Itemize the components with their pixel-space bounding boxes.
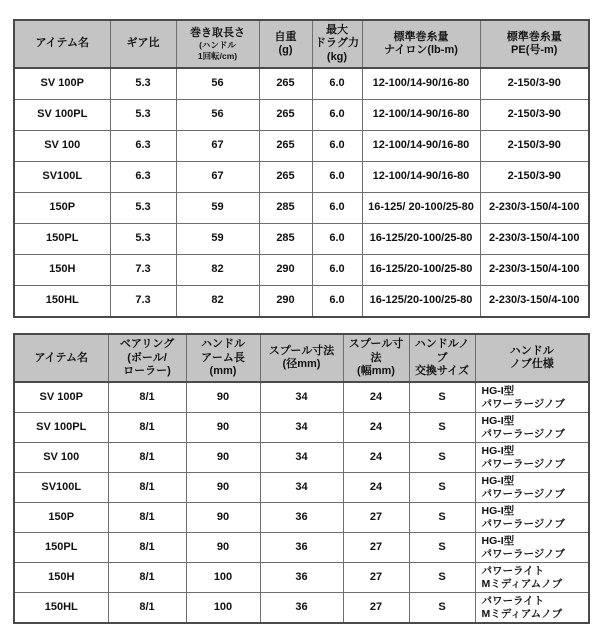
item-name-cell: SV 100 bbox=[14, 131, 110, 162]
value-cell: 8/1 bbox=[108, 503, 186, 533]
item-name-cell: SV 100PL bbox=[14, 100, 110, 131]
value-cell: 8/1 bbox=[108, 593, 186, 624]
value-cell: S bbox=[409, 473, 475, 503]
value-cell: 90 bbox=[186, 503, 260, 533]
value-cell: HG-I型 パワーラージノブ bbox=[475, 413, 589, 443]
table-row bbox=[14, 382, 589, 413]
value-cell: 7.3 bbox=[110, 286, 176, 318]
value-cell: 2-150/3-90 bbox=[480, 68, 589, 100]
value-cell: 8/1 bbox=[108, 443, 186, 473]
value-cell: 8/1 bbox=[108, 382, 186, 413]
value-cell: HG-I型 パワーラージノブ bbox=[475, 473, 589, 503]
table-row bbox=[14, 255, 589, 286]
value-cell: 6.0 bbox=[312, 131, 362, 162]
value-cell: 90 bbox=[186, 443, 260, 473]
value-cell: 8/1 bbox=[108, 533, 186, 563]
value-cell: 2-230/3-150/4-100 bbox=[480, 286, 589, 318]
value-cell: 2-230/3-150/4-100 bbox=[480, 255, 589, 286]
value-cell: 24 bbox=[343, 443, 409, 473]
value-cell: 100 bbox=[186, 593, 260, 624]
item-name-cell: 150PL bbox=[14, 533, 108, 563]
item-name-cell: 150HL bbox=[14, 286, 110, 318]
table-row bbox=[14, 193, 589, 224]
value-cell: 7.3 bbox=[110, 255, 176, 286]
value-cell: 34 bbox=[260, 413, 343, 443]
item-name-cell: 150H bbox=[14, 563, 108, 593]
table-row bbox=[14, 413, 589, 443]
value-cell: 59 bbox=[176, 193, 259, 224]
value-cell: HG-I型 パワーラージノブ bbox=[475, 443, 589, 473]
item-name-cell: 150P bbox=[14, 193, 110, 224]
item-name-cell: 150PL bbox=[14, 224, 110, 255]
value-cell: 90 bbox=[186, 533, 260, 563]
value-cell: 36 bbox=[260, 503, 343, 533]
value-cell: 265 bbox=[259, 100, 312, 131]
value-cell: S bbox=[409, 593, 475, 624]
value-cell: 36 bbox=[260, 533, 343, 563]
value-cell: 82 bbox=[176, 286, 259, 318]
table-row bbox=[14, 224, 589, 255]
value-cell: 2-150/3-90 bbox=[480, 162, 589, 193]
value-cell: 24 bbox=[343, 473, 409, 503]
value-cell: S bbox=[409, 503, 475, 533]
value-cell: 5.3 bbox=[110, 224, 176, 255]
value-cell: 2-230/3-150/4-100 bbox=[480, 193, 589, 224]
value-cell: 290 bbox=[259, 286, 312, 318]
value-cell: S bbox=[409, 533, 475, 563]
value-cell: 34 bbox=[260, 382, 343, 413]
value-cell: HG-I型 パワーラージノブ bbox=[475, 503, 589, 533]
value-cell: パワーライト Mミディアムノブ bbox=[475, 563, 589, 593]
item-name-cell: SV 100 bbox=[14, 443, 108, 473]
value-cell: S bbox=[409, 443, 475, 473]
value-cell: 67 bbox=[176, 162, 259, 193]
value-cell: 90 bbox=[186, 382, 260, 413]
table-row bbox=[14, 68, 589, 100]
column-header: ハンドル ノブ仕様 bbox=[475, 334, 589, 382]
table-row bbox=[14, 443, 589, 473]
value-cell: 265 bbox=[259, 162, 312, 193]
column-header: ギア比 bbox=[110, 20, 176, 68]
table-row bbox=[14, 286, 589, 318]
column-header: 標準巻糸量 ナイロン(lb-m) bbox=[362, 20, 480, 68]
value-cell: 36 bbox=[260, 563, 343, 593]
item-name-cell: SV100L bbox=[14, 473, 108, 503]
value-cell: S bbox=[409, 413, 475, 443]
value-cell: 6.3 bbox=[110, 131, 176, 162]
handle-spec-table bbox=[13, 333, 590, 624]
table-row bbox=[14, 100, 589, 131]
value-cell: 16-125/20-100/25-80 bbox=[362, 255, 480, 286]
column-header: 最大 ドラグ力 (kg) bbox=[312, 20, 362, 68]
value-cell: 8/1 bbox=[108, 413, 186, 443]
value-cell: 16-125/ 20-100/25-80 bbox=[362, 193, 480, 224]
value-cell: 27 bbox=[343, 533, 409, 563]
value-cell: S bbox=[409, 563, 475, 593]
value-cell: 59 bbox=[176, 224, 259, 255]
value-cell: 5.3 bbox=[110, 193, 176, 224]
column-header: ベアリング (ボール/ ローラー) bbox=[108, 334, 186, 382]
value-cell: 27 bbox=[343, 503, 409, 533]
value-cell: 6.0 bbox=[312, 255, 362, 286]
item-name-cell: SV100L bbox=[14, 162, 110, 193]
value-cell: 24 bbox=[343, 382, 409, 413]
value-cell: 12-100/14-90/16-80 bbox=[362, 68, 480, 100]
value-cell: 27 bbox=[343, 563, 409, 593]
value-cell: 6.0 bbox=[312, 224, 362, 255]
value-cell: HG-I型 パワーラージノブ bbox=[475, 382, 589, 413]
item-name-cell: 150HL bbox=[14, 593, 108, 624]
item-name-cell: 150H bbox=[14, 255, 110, 286]
value-cell: 265 bbox=[259, 131, 312, 162]
header-row bbox=[14, 20, 589, 68]
item-name-cell: SV 100PL bbox=[14, 413, 108, 443]
value-cell: 27 bbox=[343, 593, 409, 624]
value-cell: 100 bbox=[186, 563, 260, 593]
table-row bbox=[14, 533, 589, 563]
value-cell: 8/1 bbox=[108, 563, 186, 593]
column-header: スプール寸法 (径mm) bbox=[260, 334, 343, 382]
value-cell: 90 bbox=[186, 413, 260, 443]
value-cell: S bbox=[409, 382, 475, 413]
value-cell: 34 bbox=[260, 443, 343, 473]
column-header: 標準巻糸量 PE(号-m) bbox=[480, 20, 589, 68]
table-row bbox=[14, 593, 589, 624]
value-cell: 290 bbox=[259, 255, 312, 286]
value-cell: 12-100/14-90/16-80 bbox=[362, 162, 480, 193]
column-header: 自重 (g) bbox=[259, 20, 312, 68]
value-cell: 16-125/20-100/25-80 bbox=[362, 224, 480, 255]
table-row bbox=[14, 131, 589, 162]
value-cell: 6.0 bbox=[312, 286, 362, 318]
item-name-cell: SV 100P bbox=[14, 382, 108, 413]
value-cell: 265 bbox=[259, 68, 312, 100]
value-cell: 285 bbox=[259, 193, 312, 224]
item-name-cell: 150P bbox=[14, 503, 108, 533]
value-cell: 6.0 bbox=[312, 193, 362, 224]
column-header: アイテム名 bbox=[14, 334, 108, 382]
value-cell: 6.0 bbox=[312, 100, 362, 131]
value-cell: 36 bbox=[260, 593, 343, 624]
table-row bbox=[14, 503, 589, 533]
value-cell: 12-100/14-90/16-80 bbox=[362, 100, 480, 131]
value-cell: 5.3 bbox=[110, 100, 176, 131]
value-cell: 5.3 bbox=[110, 68, 176, 100]
value-cell: 82 bbox=[176, 255, 259, 286]
table-row bbox=[14, 563, 589, 593]
column-header: ハンドルノブ 交換サイズ bbox=[409, 334, 475, 382]
value-cell: 67 bbox=[176, 131, 259, 162]
column-header: アイテム名 bbox=[14, 20, 110, 68]
value-cell: パワーライト Mミディアムノブ bbox=[475, 593, 589, 624]
value-cell: 56 bbox=[176, 100, 259, 131]
column-header: 巻き取長さ (ハンドル 1回転/cm) bbox=[176, 20, 259, 68]
value-cell: 6.3 bbox=[110, 162, 176, 193]
column-header: ハンドル アーム長 (mm) bbox=[186, 334, 260, 382]
reel-spec-table bbox=[13, 19, 590, 318]
column-header: スプール寸法 (幅mm) bbox=[343, 334, 409, 382]
item-name-cell: SV 100P bbox=[14, 68, 110, 100]
value-cell: 12-100/14-90/16-80 bbox=[362, 131, 480, 162]
value-cell: 6.0 bbox=[312, 68, 362, 100]
value-cell: HG-I型 パワーラージノブ bbox=[475, 533, 589, 563]
value-cell: 2-230/3-150/4-100 bbox=[480, 224, 589, 255]
value-cell: 2-150/3-90 bbox=[480, 100, 589, 131]
value-cell: 56 bbox=[176, 68, 259, 100]
value-cell: 16-125/20-100/25-80 bbox=[362, 286, 480, 318]
table-row bbox=[14, 473, 589, 503]
value-cell: 2-150/3-90 bbox=[480, 131, 589, 162]
table-row bbox=[14, 162, 589, 193]
value-cell: 90 bbox=[186, 473, 260, 503]
header-row bbox=[14, 334, 589, 382]
value-cell: 8/1 bbox=[108, 473, 186, 503]
value-cell: 285 bbox=[259, 224, 312, 255]
value-cell: 6.0 bbox=[312, 162, 362, 193]
value-cell: 24 bbox=[343, 413, 409, 443]
value-cell: 34 bbox=[260, 473, 343, 503]
